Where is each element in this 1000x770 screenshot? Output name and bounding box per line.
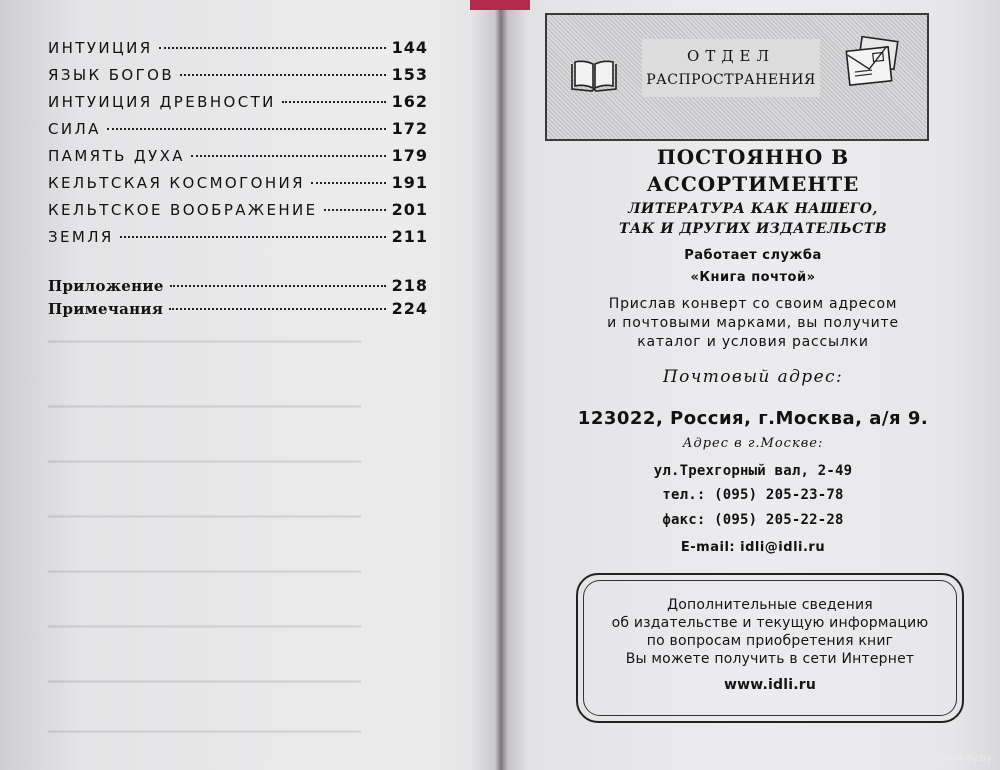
distribution-banner: [545, 13, 929, 141]
toc-entry: [48, 200, 428, 226]
toc-leader: [282, 101, 386, 103]
ad-heading-line2: АССОРТИМЕНТЕ: [646, 172, 860, 196]
show-through-text: ━━━━━━━━━━━━━━━━━━━━━━━━━━━━━━━━━━━━━━━━: [48, 725, 362, 740]
toc-entry-page: 144: [391, 38, 428, 57]
toc-entry-title: СИЛА: [48, 120, 101, 138]
info-line3: по вопросам приобретения книг: [646, 633, 894, 649]
toc-entry-title: ИНТУИЦИЯ ДРЕВНОСТИ: [48, 93, 276, 111]
toc-entry-title: ЗЕМЛЯ: [48, 228, 114, 246]
toc-entry: [48, 227, 428, 253]
note-line1: Прислав конверт со своим адресом: [608, 296, 898, 312]
show-through-text: ━━━━━━━━━━━━━━━━━━━━━━━━━━━━━━━━━━━━━━━━: [48, 675, 362, 690]
watermark: www.ay.by: [939, 753, 992, 764]
toc-entry-page: 153: [391, 65, 428, 84]
left-page-contents: [0, 0, 495, 770]
toc-entry-title: КЕЛЬТСКОЕ ВООБРАЖЕНИЕ: [48, 201, 318, 219]
show-through-text: ━━━━━━━━━━━━━━━━━━━━━━━━━━━━━━━━━━━━━━━━: [48, 565, 362, 580]
toc-entry-title: ИНТУИЦИЯ: [48, 39, 153, 57]
postal-address: 123022, Россия, г.Москва, а/я 9.: [577, 408, 929, 429]
envelope-icon: [842, 35, 900, 91]
info-line4: Вы можете получить в сети Интернет: [625, 651, 915, 667]
service-line2: «Книга почтой»: [690, 270, 816, 285]
right-page-ad: [506, 0, 1000, 770]
toc-entry-page: 162: [391, 92, 428, 111]
toc-leader: [120, 236, 386, 238]
ad-subheading-line1: ЛИТЕРАТУРА КАК НАШЕГО,: [628, 201, 878, 217]
toc-entry-page: 191: [391, 173, 428, 192]
book-icon: [570, 59, 618, 93]
toc-entry: [48, 119, 428, 145]
email-address: E-mail: idli@idli.ru: [680, 540, 826, 555]
phone-number: тел.: (095) 205-23-78: [662, 487, 844, 503]
toc-entry-page: 172: [391, 119, 428, 138]
toc-entry-title: ЯЗЫК БОГОВ: [48, 66, 175, 84]
toc-entry-title: КЕЛЬТСКАЯ КОСМОГОНИЯ: [48, 174, 305, 192]
note-line3: каталог и условия рассылки: [637, 334, 869, 350]
show-through-text: ━━━━━━━━━━━━━━━━━━━━━━━━━━━━━━━━━━━━━━━━: [48, 620, 362, 635]
banner-title-line1: ОТДЕЛ: [687, 47, 775, 65]
fax-number: факс: (095) 205-22-28: [662, 512, 844, 528]
website-url: www.idli.ru: [723, 677, 817, 693]
banner-label: [642, 39, 820, 97]
info-line1: Дополнительные сведения: [667, 597, 873, 613]
service-line1: Работает служба: [684, 248, 822, 263]
toc-entry-page: 179: [391, 146, 428, 165]
toc-entry-title: Примечания: [48, 300, 164, 318]
moscow-address-label: Адрес в г.Москве:: [682, 436, 824, 451]
postal-label: Почтовый адрес:: [662, 367, 844, 387]
show-through-text: ━━━━━━━━━━━━━━━━━━━━━━━━━━━━━━━━━━━━━━━━: [48, 335, 362, 350]
show-through-text: ━━━━━━━━━━━━━━━━━━━━━━━━━━━━━━━━━━━━━━━━: [48, 510, 362, 525]
toc-leader: [107, 128, 386, 130]
toc-entry-page: 218: [391, 276, 428, 295]
internet-info-box: [576, 573, 964, 723]
street-address: ул.Трехгорный вал, 2-49: [653, 463, 853, 479]
toc-entry-title: ПАМЯТЬ ДУХА: [48, 147, 185, 165]
note-line2: и почтовыми марками, вы получите: [607, 315, 899, 331]
toc-entry: [48, 38, 428, 64]
banner-title-line2: РАСПРОСТРАНЕНИЯ: [646, 72, 816, 88]
toc-entry-page: 224: [391, 299, 428, 318]
toc-entry: [48, 65, 428, 91]
toc-leader: [324, 209, 386, 211]
toc-leader: [180, 74, 386, 76]
toc-entry-page: 201: [391, 200, 428, 219]
toc-leader: [170, 285, 386, 287]
toc-leader: [191, 155, 386, 157]
toc-entry: [48, 173, 428, 199]
toc-leader: [311, 182, 386, 184]
ad-subheading-line2: ТАК И ДРУГИХ ИЗДАТЕЛЬСТВ: [618, 221, 888, 237]
info-line2: об издательстве и текущую информацию: [611, 615, 929, 631]
toc-entry-page: 211: [391, 227, 428, 246]
toc-appendix-entry: [48, 299, 428, 325]
toc-entry-title: Приложение: [48, 277, 164, 295]
toc-entry: [48, 146, 428, 172]
toc-entry: [48, 92, 428, 118]
show-through-text: ━━━━━━━━━━━━━━━━━━━━━━━━━━━━━━━━━━━━━━━━: [48, 455, 362, 470]
toc-leader: [159, 47, 386, 49]
ad-heading-line1: ПОСТОЯННО В: [656, 145, 850, 169]
show-through-text: ━━━━━━━━━━━━━━━━━━━━━━━━━━━━━━━━━━━━━━━━: [48, 400, 362, 415]
toc-leader: [169, 308, 385, 310]
